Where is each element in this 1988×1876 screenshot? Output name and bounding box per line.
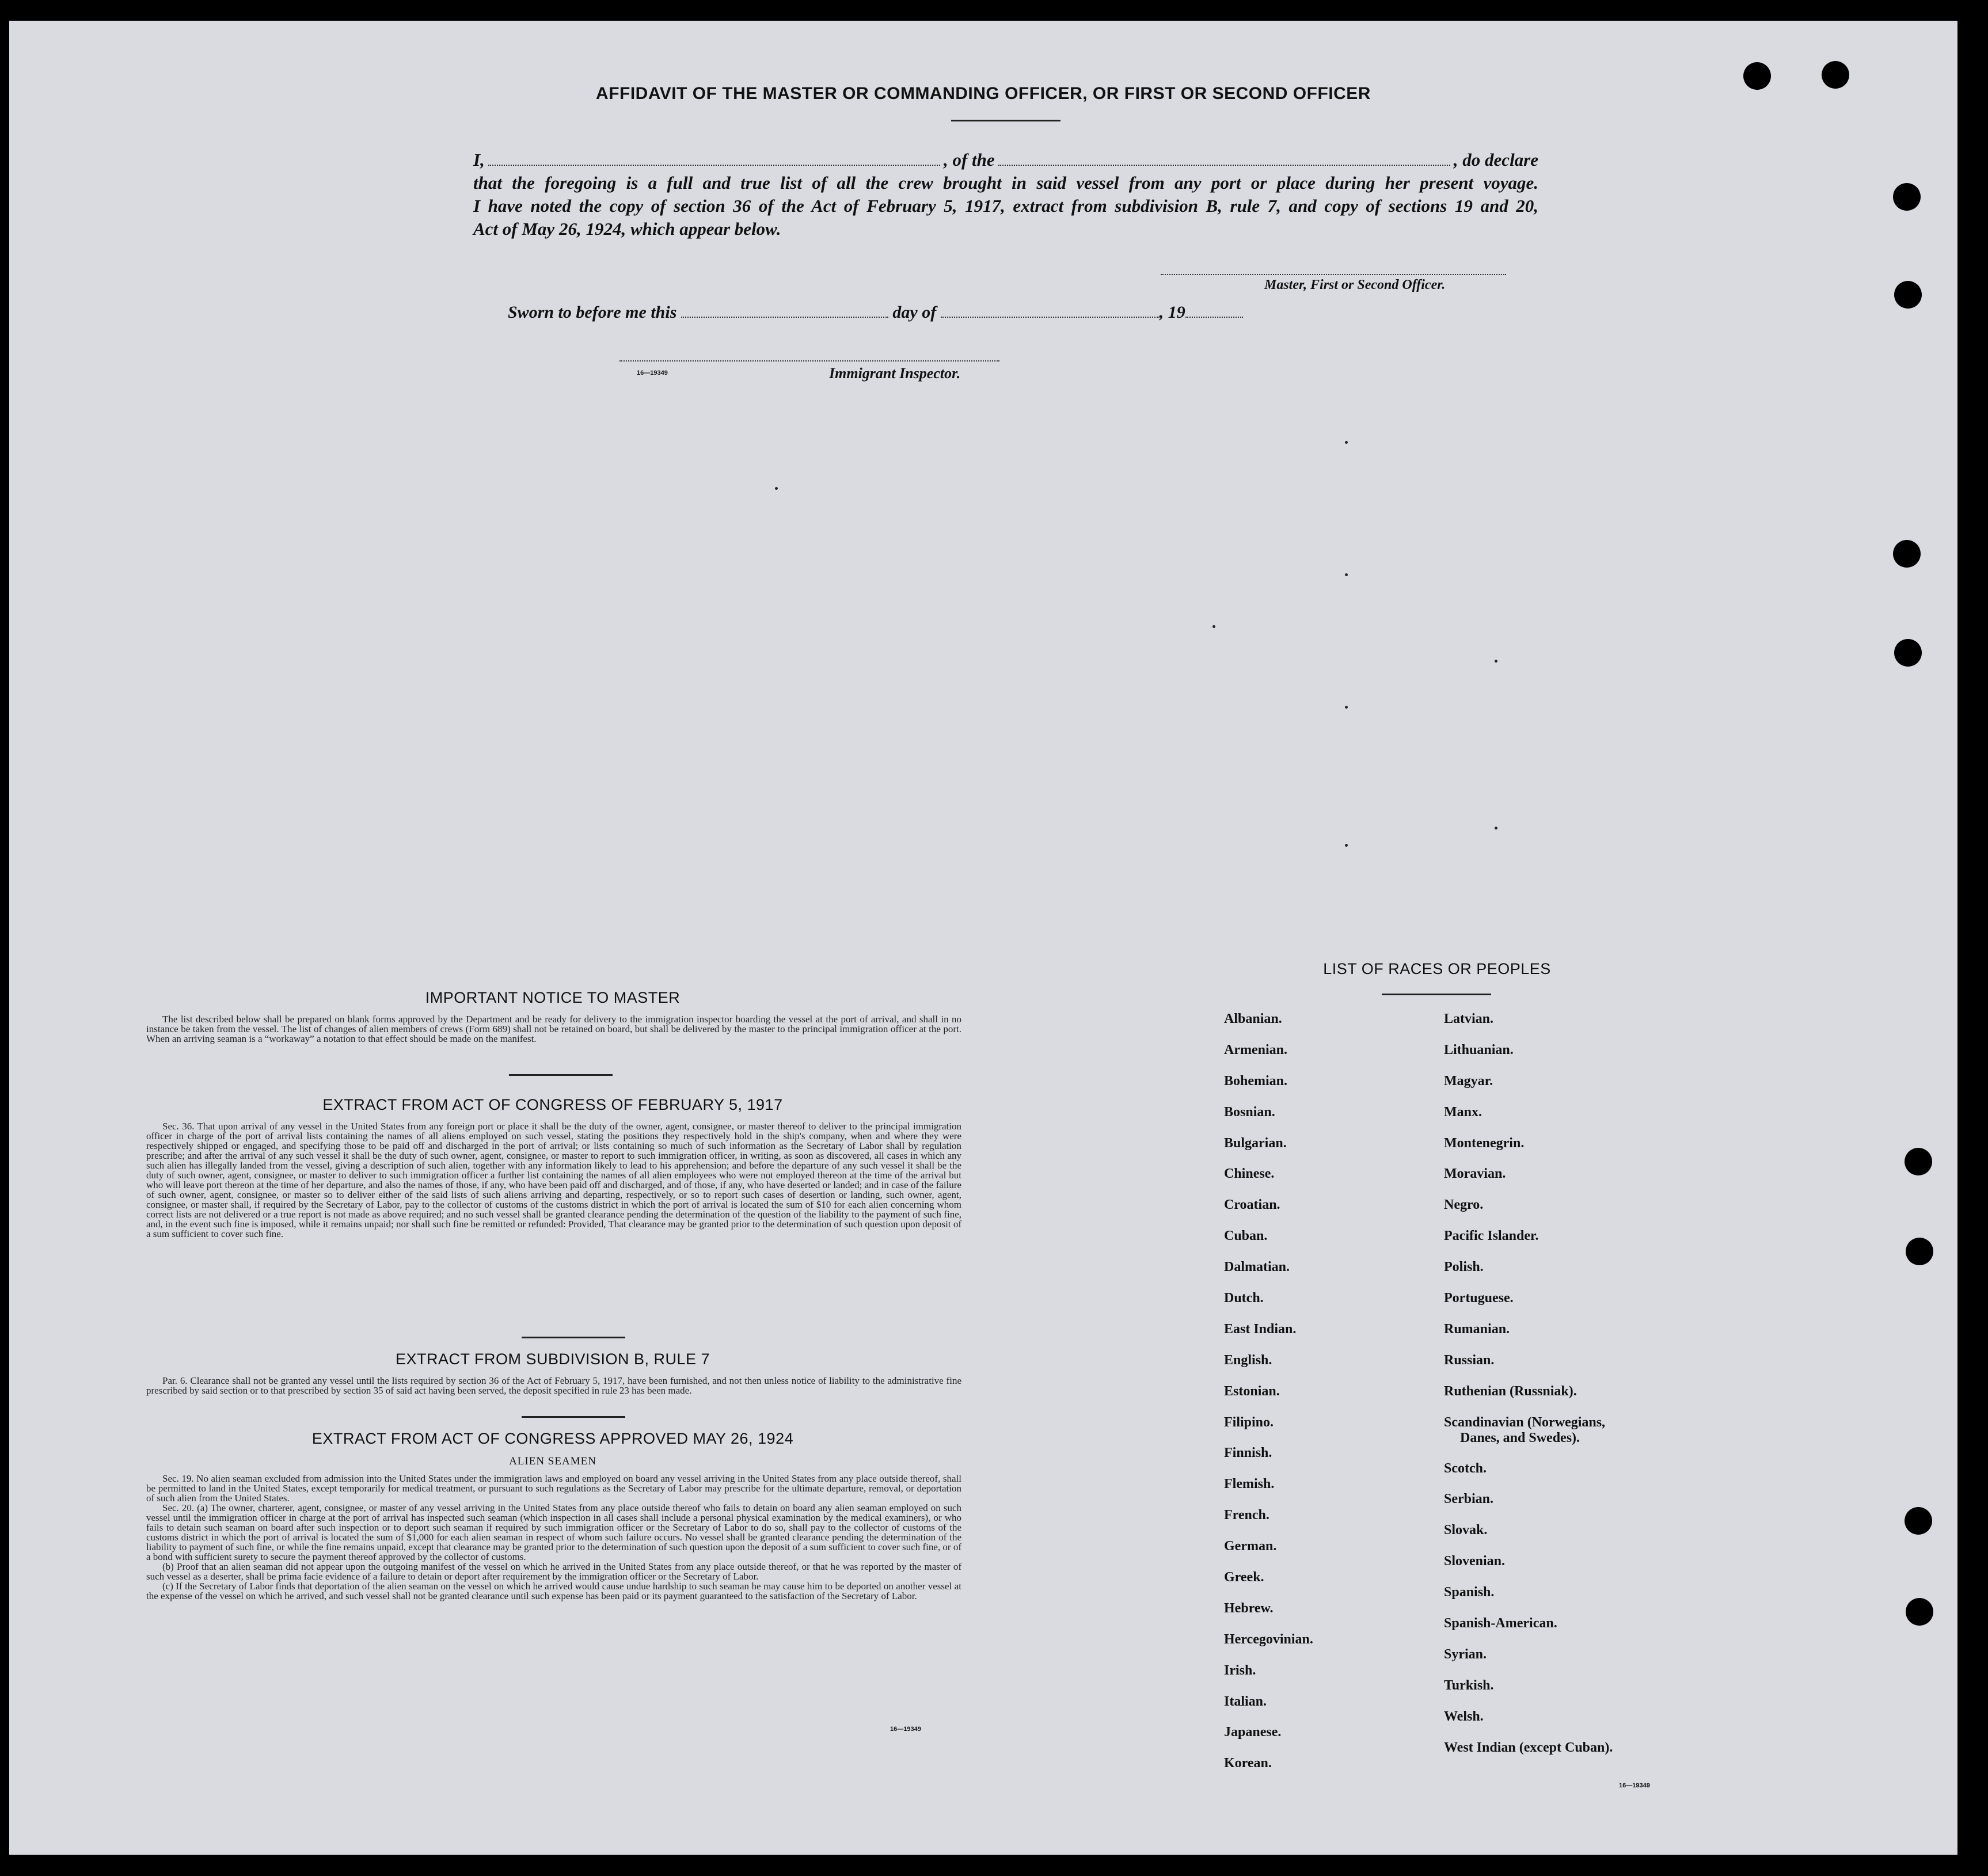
race-item: Bosnian. xyxy=(1224,1104,1275,1120)
race-item: Rumanian. xyxy=(1444,1321,1510,1337)
race-item: Slovak. xyxy=(1444,1523,1488,1538)
declaration-of-the: , of the xyxy=(943,150,995,170)
speck xyxy=(1345,441,1348,444)
inspector-label: Immigrant Inspector. xyxy=(829,365,961,382)
race-item: Hebrew. xyxy=(1224,1600,1274,1616)
races-form-number: 16—19349 xyxy=(1619,1782,1650,1789)
race-item: Turkish. xyxy=(1444,1677,1494,1693)
speck xyxy=(775,487,778,490)
race-item: Estonian. xyxy=(1224,1383,1280,1399)
declaration-start: I, xyxy=(473,150,485,170)
race-item: Negro. xyxy=(1444,1197,1484,1213)
race-item: English. xyxy=(1224,1352,1272,1368)
race-item: Polish. xyxy=(1444,1259,1484,1275)
race-item: Finnish. xyxy=(1224,1445,1272,1461)
races-column-2 xyxy=(1444,1011,1613,1770)
race-item: Albanian. xyxy=(1224,1011,1282,1026)
sec-19-paragraph: Sec. 19. No alien seaman excluded from admission into the United States under the immigration laws and employed on board any vessel arriving in the United States from any place outside thereof, shall be permitted to land in the United States, except temporarily for medical treatment, or pursuant to such regulations as the Secretary of Labor may prescribe for the ultimate departure, removal, or deportation of such alien from the United States. xyxy=(146,1473,961,1504)
race-item: Filipino. xyxy=(1224,1414,1274,1430)
extract-1924-title: EXTRACT FROM ACT OF CONGRESS APPROVED MAY 26, 1924 xyxy=(311,1430,794,1447)
punch-hole xyxy=(1906,1238,1933,1265)
race-item: Serbian. xyxy=(1444,1491,1494,1507)
race-item: Dutch. xyxy=(1224,1291,1264,1306)
race-item: Moravian. xyxy=(1444,1166,1506,1182)
race-item: Lithuanian. xyxy=(1444,1042,1514,1057)
master-signature-label: Master, First or Second Officer. xyxy=(1264,277,1446,292)
race-item: Slovenian. xyxy=(1444,1554,1506,1569)
year-blank xyxy=(1185,304,1243,318)
master-signature-line xyxy=(1161,274,1506,275)
sec-20a-paragraph: Sec. 20. (a) The owner, charterer, agent, consignee, or master of any vessel arriving in the United States from any place outside thereof who fails to detain on board any alien seaman employed on such vessel until the immigration officer in charge at the port of arrival has inspected such seaman (which inspection in all cases shall include a personal physical examination by the medical examiners), or who fails to detain such seaman on board after such inspection or to deport such seaman if required by such immigration officer or the Secretary of Labor to do so, shall pay to the collector of customs of the customs district in which the port of arrival is located the sum of $1,000 for each alien seaman in respect of whom such failure occurs. No vessel shall be granted clearance pending the determination of the liability to payment of such fine, or while the fine remains unpaid, except that clearance may be granted prior to the determination of such question upon the deposit of a sum sufficient to cover such fine, or of a bond with sufficient surety to secure the payment thereof approved by the collector of customs. xyxy=(146,1502,961,1562)
extract-1917-text xyxy=(146,1121,961,1239)
race-item: Spanish. xyxy=(1444,1585,1495,1600)
declaration-line-3: I have noted the copy of section 36 of the Act of February 5, 1917, extract from subdivision B, rule 7, and copy of sections 19 and 20, xyxy=(473,196,1538,216)
declaration-declare: , do declare xyxy=(1453,150,1539,170)
race-item: Dalmatian. xyxy=(1224,1259,1290,1275)
race-item: Greek. xyxy=(1224,1570,1264,1585)
extract-1917-title: EXTRACT FROM ACT OF CONGRESS OF FEBRUARY 5, 1917 xyxy=(322,1096,783,1113)
affidavit-form-number: 16—19349 xyxy=(637,370,668,376)
sec-36-paragraph: Sec. 36. That upon arrival of any vessel in the United States from any foreign port or place it shall be the duty of the owner, agent, consignee, or master thereof to deliver to the principal immigration officer in charge of the port of arrival lists containing the names of all aliens employed on such vessel, stating the positions they respectively hold in the ship's company, when and where they were respectively shipped or engaged, and specifying those to be paid off and discharged in the port of arrival; or lists containing so much of such information as the Secretary of Labor shall by regulation prescribe; and after the arrival of any such vessel it shall be the duty of such owner, agent, consignee, or master to report to such immigration officer, in writing, as soon as discovered, all cases in which any such alien has illegally landed from the vessel, giving a description of such alien, together with any information likely to lead to his apprehension; and before the departure of any such vessel it shall be the duty of such owner, agent, consignee, or master to deliver to such immigration officer a further list containing the names of all alien employees who were not employed thereon at the time of the arrival but who will leave port thereon at the time of her departure, and also the names of those, if any, who have been paid off and discharged, and of those, if any, who have deserted or landed; and in case of the failure of such owner, agent, consignee, or master so to deliver either of the said lists of such aliens arriving and departing, respectively, or so to report such cases of desertion or landing, such owner, agent, consignee, or master shall, if required by the Secretary of Labor, pay to the collector of customs of the customs district in which the port of arrival is located the sum of $10 for each alien concerning whom correct lists are not delivered or a true report is not made as above required; and no such vessel shall be granted clearance pending the determination of the question of the liability to the payment of such fine, and, in the event such fine is imposed, while it remains unpaid; nor shall such fine be remitted or refunded: Provided, That clearance may be granted prior to the determination of such question upon deposit of a sum sufficient to cover such fine. xyxy=(146,1121,961,1239)
race-item: Korean. xyxy=(1224,1756,1272,1771)
races-column-1 xyxy=(1224,1011,1313,1786)
speck xyxy=(1345,706,1348,709)
declaration-text xyxy=(473,149,1538,241)
extract-1917-rule xyxy=(522,1337,625,1338)
rule-7-rule xyxy=(522,1416,625,1418)
race-item: Japanese. xyxy=(1224,1725,1282,1740)
race-item: Chinese. xyxy=(1224,1166,1275,1182)
race-item: Russian. xyxy=(1444,1352,1495,1368)
punch-hole xyxy=(1905,1148,1932,1175)
race-item: Italian. xyxy=(1224,1694,1267,1709)
vessel-blank xyxy=(998,151,1450,166)
race-item: Hercegovinian. xyxy=(1224,1631,1313,1647)
notice-rule xyxy=(509,1074,613,1076)
notice-paragraph: The list described below shall be prepared on blank forms approved by the Department and be ready for delivery to the immigration inspector boarding the vessel at the port of arrival, and shall in no instance be taken from the vessel. The list of changes of alien members of crews (Form 689) shall not be retained on board, but shall be delivered by the master to the principal immigration officer at the port. When an arriving seaman is a “workaway” a notation to that effect should be made on the manifest. xyxy=(146,1014,961,1044)
declaration-line-2: that the foregoing is a full and true list of all the crew brought in said vessel from any port or place during her present voyage. xyxy=(473,173,1538,193)
races-title: LIST OF RACES OR PEOPLES xyxy=(1323,960,1551,977)
sworn-start: Sworn to before me this xyxy=(508,303,677,322)
punch-hole xyxy=(1893,183,1921,211)
notice-title: IMPORTANT NOTICE TO MASTER xyxy=(425,989,681,1006)
speck xyxy=(1345,573,1348,576)
race-item: Spanish-American. xyxy=(1444,1616,1557,1631)
sworn-line xyxy=(508,303,1243,322)
punch-hole xyxy=(1894,639,1922,667)
speck xyxy=(1495,660,1497,663)
par-6-paragraph: Par. 6. Clearance shall not be granted any vessel until the lists required by section 36 of the Act of February 5, 1917, have been furnished, and not then unless notice of liability to the administrative fine prescribed by said section or to that prescribed by section 35 of said act having been served, the deposit specified in rule 23 has been made. xyxy=(146,1375,961,1396)
day-blank xyxy=(681,304,888,318)
race-item: French. xyxy=(1224,1508,1269,1523)
race-item: Scotch. xyxy=(1444,1460,1487,1476)
race-item: Manx. xyxy=(1444,1104,1482,1120)
document-page xyxy=(9,21,1957,1855)
sec-20c-paragraph: (c) If the Secretary of Labor finds that deportation of the alien seaman on the vessel on which he arrived would cause undue hardship to such seaman he may cause him to be deported on another vessel at the expense of the vessel on which he arrived, and such vessel shall not be granted clearance until such expense has been paid or its payment guaranteed to the satisfaction of the Secretary of Labor. xyxy=(146,1581,961,1601)
sworn-year: , 19 xyxy=(1159,303,1185,322)
punch-hole xyxy=(1906,1598,1933,1626)
extract-1924-text xyxy=(146,1474,961,1601)
race-item: Magyar. xyxy=(1444,1073,1493,1089)
race-item: Croatian. xyxy=(1224,1197,1280,1213)
race-item: Pacific Islander. xyxy=(1444,1228,1539,1244)
speck xyxy=(1212,625,1215,628)
sec-20b-paragraph: (b) Proof that an alien seaman did not appear upon the outgoing manifest of the vessel on which he arrived in the United States from any place outside thereof, or that he was reported by the master of such vessel as a deserter, shall be prima facie evidence of a failure to detain or deport after requirement by the immigration officer or the Secretary of Labor. xyxy=(146,1561,961,1582)
name-blank xyxy=(488,151,940,166)
race-item: Montenegrin. xyxy=(1444,1135,1525,1151)
race-item: Danes, and Swedes). xyxy=(1460,1430,1580,1445)
title-rule xyxy=(951,120,1060,121)
race-item: Bohemian. xyxy=(1224,1073,1288,1089)
race-item: Flemish. xyxy=(1224,1477,1275,1492)
race-item: Irish. xyxy=(1224,1662,1256,1678)
sworn-day-of: day of xyxy=(892,303,937,322)
race-item: Scandinavian (Norwegians, xyxy=(1444,1414,1606,1430)
race-item: Portuguese. xyxy=(1444,1291,1514,1306)
race-item: Bulgarian. xyxy=(1224,1135,1287,1151)
race-item: East Indian. xyxy=(1224,1321,1297,1337)
race-item: Syrian. xyxy=(1444,1646,1487,1662)
month-blank xyxy=(941,304,1160,318)
rule-7-text xyxy=(146,1376,961,1395)
punch-hole xyxy=(1905,1507,1932,1535)
speck xyxy=(1495,827,1497,829)
extract-form-number: 16—19349 xyxy=(890,1726,921,1733)
race-item: German. xyxy=(1224,1539,1277,1554)
race-item: Cuban. xyxy=(1224,1228,1268,1244)
affidavit-title: AFFIDAVIT OF THE MASTER OR COMMANDING OFFICER, OR FIRST OR SECOND OFFICER xyxy=(596,84,1371,103)
notice-text xyxy=(146,1014,961,1044)
race-item: Welsh. xyxy=(1444,1708,1484,1724)
race-item: West Indian (except Cuban). xyxy=(1444,1740,1613,1755)
speck xyxy=(1345,844,1348,847)
races-rule xyxy=(1382,994,1491,995)
alien-seamen-subtitle: ALIEN SEAMEN xyxy=(509,1455,596,1467)
declaration-line-4: Act of May 26, 1924, which appear below. xyxy=(473,219,781,239)
punch-hole xyxy=(1893,540,1921,568)
race-item: Latvian. xyxy=(1444,1011,1494,1026)
race-item: Ruthenian (Russniak). xyxy=(1444,1383,1577,1399)
punch-hole xyxy=(1894,281,1922,309)
race-item: Armenian. xyxy=(1224,1042,1287,1057)
inspector-signature-line xyxy=(619,360,999,361)
rule-7-title: EXTRACT FROM SUBDIVISION B, RULE 7 xyxy=(395,1350,710,1368)
